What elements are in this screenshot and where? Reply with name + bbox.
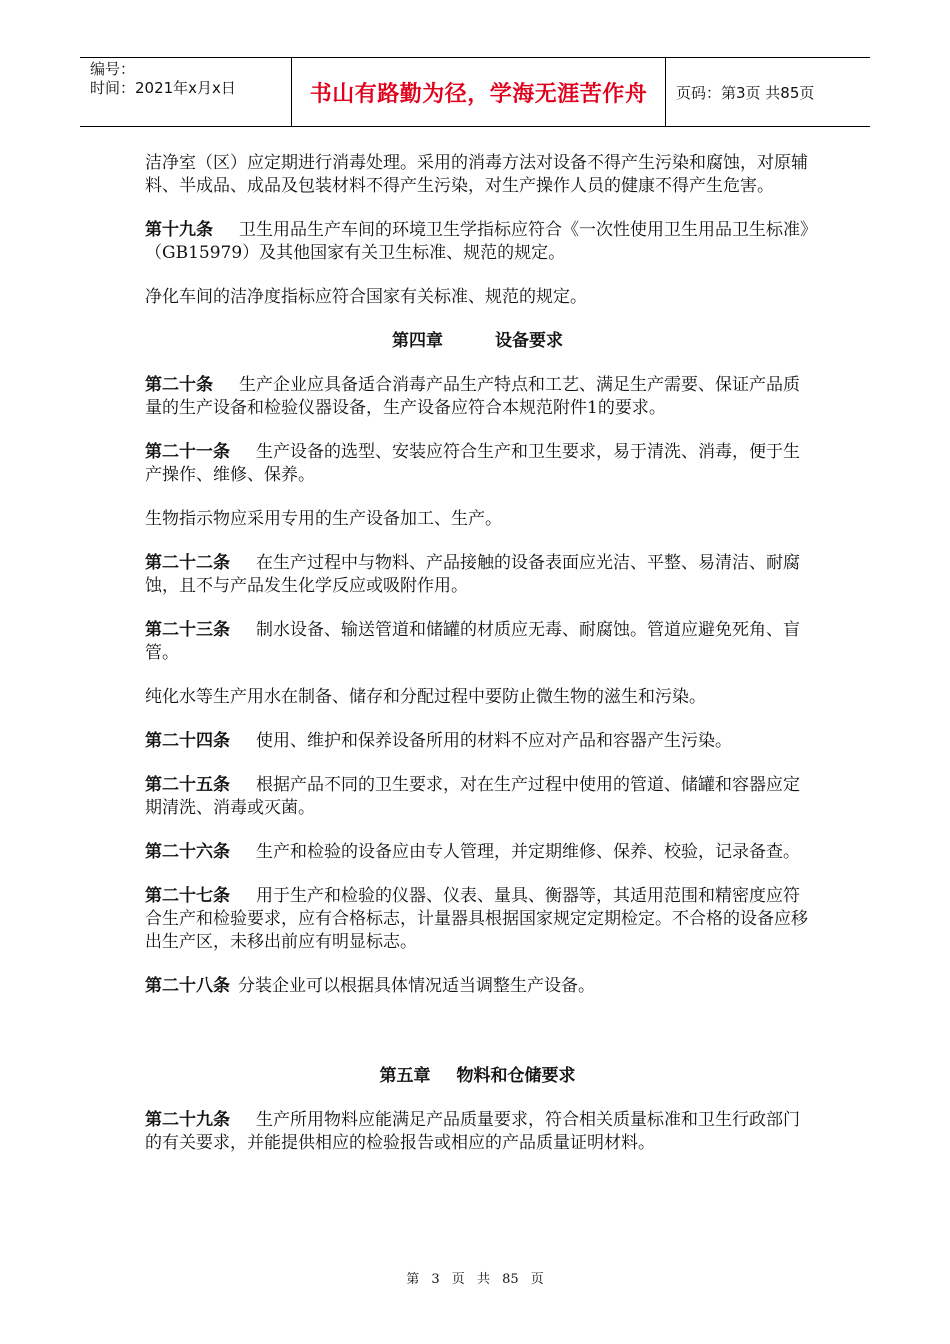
article-29 — [145, 1109, 810, 1155]
article-label: 第二十二条 — [145, 553, 230, 573]
article-text: 分装企业可以根据具体情况适当调整生产设备。 — [238, 976, 595, 996]
article-text: 用于生产和检验的仪器、仪表、量具、衡器等，其适用范围和精密度应符合生产和检验要求，应有合格标志，计量器具根据国家规定定期检定。不合格的设备应移出生产区，未移出前应有明显标志。 — [145, 886, 808, 952]
footer-gong: 共 — [476, 1272, 490, 1287]
article-text: 制水设备、输送管道和储罐的材质应无毒、耐腐蚀。管道应避免死角、盲管。 — [145, 620, 800, 663]
article-label: 第二十六条 — [145, 842, 230, 862]
article-25 — [145, 774, 810, 820]
article-20 — [145, 374, 810, 420]
document-body — [145, 152, 810, 1176]
article-label: 第十九条 — [145, 220, 213, 240]
article-23 — [145, 619, 810, 665]
document-time-label: 时间：2021年x月x日 — [90, 79, 236, 97]
paragraph: 纯化水等生产用水在制备、储存和分配过程中要防止微生物的滋生和污染。 — [145, 687, 706, 707]
article-label: 第二十四条 — [145, 731, 230, 751]
header-page-info: 页码：第3页 共85页 — [676, 83, 815, 102]
page-header — [80, 57, 870, 127]
article-label: 第二十三条 — [145, 620, 230, 640]
article-text: 卫生用品生产车间的环境卫生学指标应符合《一次性使用卫生用品卫生标准》（GB15979）及其他国家有关卫生标准、规范的规定。 — [145, 220, 809, 263]
article-label: 第二十条 — [145, 375, 213, 395]
article-24 — [145, 730, 810, 753]
article-label: 第二十九条 — [145, 1110, 230, 1130]
chapter-5-heading — [145, 1065, 810, 1088]
page-footer — [0, 1268, 950, 1287]
article-text: 在生产过程中与物料、产品接触的设备表面应光洁、平整、易清洁、耐腐蚀，且不与产品发生化学反应或吸附作用。 — [145, 553, 800, 596]
article-label: 第二十一条 — [145, 442, 230, 462]
article-22 — [145, 552, 810, 598]
footer-page-number: 3 — [431, 1272, 440, 1287]
article-26 — [145, 841, 810, 864]
document-number-label: 编号： — [90, 60, 136, 78]
chapter-title: 设备要求 — [495, 331, 563, 351]
article-text: 生产设备的选型、安装应符合生产和卫生要求，易于清洗、消毒，便于生产操作、维修、保养。 — [145, 442, 800, 485]
chapter-4-heading — [145, 330, 810, 353]
header-meta — [80, 58, 292, 126]
article-text: 生产所用物料应能满足产品质量要求，符合相关质量标准和卫生行政部门的有关要求，并能提供相应的检验报告或相应的产品质量证明材料。 — [145, 1110, 800, 1153]
article-text: 使用、维护和保养设备所用的材料不应对产品和容器产生污染。 — [256, 731, 732, 751]
footer-ye: 页 — [530, 1272, 544, 1287]
header-motto: 书山有路勤为径，学海无涯苦作舟 — [292, 58, 666, 126]
paragraph: 生物指示物应采用专用的生产设备加工、生产。 — [145, 509, 502, 529]
chapter-title: 物料和仓储要求 — [456, 1066, 576, 1086]
article-text: 根据产品不同的卫生要求，对在生产过程中使用的管道、储罐和容器应定期清洗、消毒或灭菌。 — [145, 775, 800, 818]
footer-total-pages: 85 — [502, 1272, 519, 1287]
article-label: 第二十七条 — [145, 886, 230, 906]
footer-ye: 页 — [451, 1272, 465, 1287]
article-text: 生产企业应具备适合消毒产品生产特点和工艺、满足生产需要、保证产品质量的生产设备和检验仪器设备，生产设备应符合本规范附件1的要求。 — [145, 375, 800, 418]
chapter-number: 第四章 — [392, 331, 443, 351]
article-27 — [145, 885, 810, 954]
article-label: 第二十八条 — [145, 976, 230, 996]
paragraph: 洁净室（区）应定期进行消毒处理。采用的消毒方法对设备不得产生污染和腐蚀，对原辅料、半成品、成品及包装材料不得产生污染，对生产操作人员的健康不得产生危害。 — [145, 153, 808, 196]
article-label: 第二十五条 — [145, 775, 230, 795]
article-19 — [145, 219, 810, 265]
article-text: 生产和检验的设备应由专人管理，并定期维修、保养、校验，记录备查。 — [256, 842, 800, 862]
article-28 — [145, 975, 810, 998]
chapter-number: 第五章 — [379, 1066, 431, 1086]
article-21 — [145, 441, 810, 487]
footer-di: 第 — [406, 1272, 420, 1287]
paragraph: 净化车间的洁净度指标应符合国家有关标准、规范的规定。 — [145, 287, 587, 307]
